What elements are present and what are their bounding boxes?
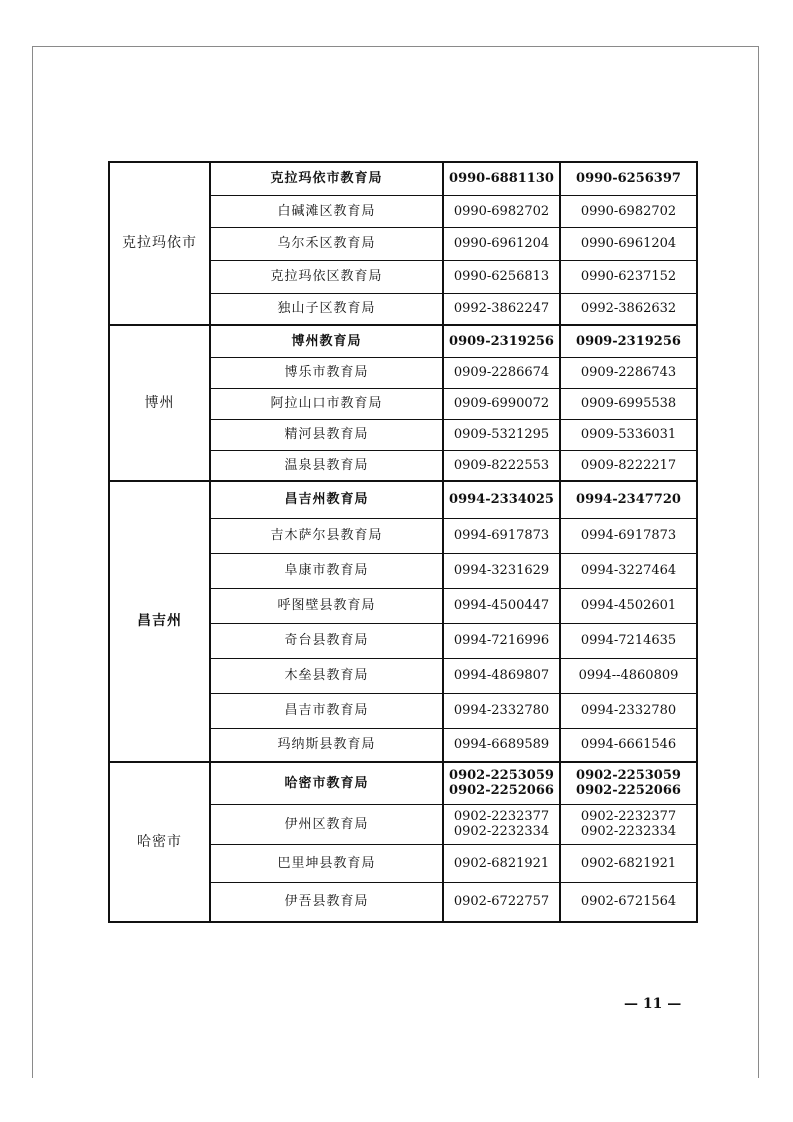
table-row [109, 762, 697, 804]
phone-number: 0902-2253059 [576, 768, 681, 784]
fax-phone-cell [560, 357, 697, 388]
phone-cell [443, 728, 560, 762]
phone-number: 0994-6917873 [580, 528, 677, 543]
bureau-name-cell: 博州教育局 [210, 325, 443, 357]
phone-cell [443, 693, 560, 728]
phone-number: 0994-3227464 [580, 563, 677, 578]
phone-number: 0994-7214635 [580, 633, 677, 648]
bureau-name-cell: 玛纳斯县教育局 [210, 728, 443, 762]
bureau-name-cell: 吉木萨尔县教育局 [210, 518, 443, 553]
phone-number: 0902-2253059 [449, 768, 554, 784]
phone-number: 0909-5336031 [580, 427, 677, 442]
fax-phone-cell [560, 388, 697, 419]
fax-phone-cell [560, 481, 697, 518]
phone-number: 0902-6821921 [453, 855, 550, 871]
phone-number: 0992-3862247 [453, 301, 550, 317]
phone-cell [443, 588, 560, 623]
phone-number: 0909-2286743 [580, 365, 677, 380]
phone-number: 0990-6961204 [453, 236, 550, 251]
phone-number: 0909-6990072 [453, 396, 550, 411]
phone-number: 0902-6821921 [580, 855, 677, 871]
phone-number: 0902-2232334 [453, 824, 550, 839]
phone-number: 0909-8222553 [453, 457, 550, 473]
bureau-name-cell: 阜康市教育局 [210, 553, 443, 588]
phone-number: 0990-6237152 [580, 269, 677, 284]
phone-cell [443, 658, 560, 693]
directory-table-body [109, 162, 697, 922]
bureau-name-cell: 伊吾县教育局 [210, 882, 443, 922]
table-row [109, 325, 697, 357]
fax-phone-cell [560, 553, 697, 588]
phone-number: 0994-4500447 [453, 598, 550, 613]
phone-cell [443, 553, 560, 588]
phone-cell [443, 357, 560, 388]
phone-number: 0990-6982702 [453, 203, 550, 219]
phone-cell [443, 419, 560, 450]
phone-number: 0994-2332780 [453, 703, 550, 718]
phone-cell [443, 844, 560, 882]
bureau-name-cell: 伊州区教育局 [210, 804, 443, 844]
fax-phone-cell [560, 419, 697, 450]
phone-cell [443, 882, 560, 922]
phone-cell [443, 388, 560, 419]
phone-cell [443, 195, 560, 227]
fax-phone-cell [560, 293, 697, 325]
phone-number: 0990-6256813 [453, 269, 550, 284]
bureau-name-cell: 乌尔禾区教育局 [210, 227, 443, 260]
bureau-name-cell: 阿拉山口市教育局 [210, 388, 443, 419]
phone-cell [443, 762, 560, 804]
bureau-name-cell: 木垒县教育局 [210, 658, 443, 693]
phone-cell [443, 481, 560, 518]
phone-number: 0994--4860809 [578, 668, 679, 683]
phone-number: 0990-6982702 [580, 203, 677, 219]
page-number: — 11 — [624, 996, 682, 1012]
bureau-name-cell: 独山子区教育局 [210, 293, 443, 325]
phone-cell [443, 325, 560, 357]
phone-number: 0992-3862632 [580, 301, 677, 317]
region-cell: 克拉玛依市 [109, 162, 210, 325]
bureau-name-cell: 呼图壁县教育局 [210, 588, 443, 623]
fax-phone-cell [560, 195, 697, 227]
phone-number: 0902-2232377 [453, 809, 550, 824]
phone-number: 0994-4869807 [453, 668, 550, 683]
fax-phone-cell [560, 588, 697, 623]
bureau-name-cell: 白碱滩区教育局 [210, 195, 443, 227]
phone-number: 0990-6256397 [576, 171, 681, 187]
fax-phone-cell [560, 325, 697, 357]
phone-number: 0909-2286674 [453, 365, 550, 380]
bureau-name-cell: 哈密市教育局 [210, 762, 443, 804]
fax-phone-cell [560, 658, 697, 693]
phone-number: 0994-6917873 [453, 528, 550, 543]
fax-phone-cell [560, 804, 697, 844]
phone-number: 0909-2319256 [449, 333, 554, 349]
bureau-name-cell: 克拉玛依区教育局 [210, 260, 443, 293]
table-row [109, 481, 697, 518]
phone-number: 0994-6689589 [453, 737, 550, 753]
phone-number: 0902-2232377 [580, 809, 677, 824]
fax-phone-cell [560, 260, 697, 293]
region-cell: 哈密市 [109, 762, 210, 922]
region-cell: 昌吉州 [109, 481, 210, 762]
fax-phone-cell [560, 623, 697, 658]
phone-cell [443, 293, 560, 325]
fax-phone-cell [560, 728, 697, 762]
phone-number: 0994-2332780 [580, 703, 677, 718]
fax-phone-cell [560, 693, 697, 728]
fax-phone-cell [560, 762, 697, 804]
phone-number: 0994-3231629 [453, 563, 550, 578]
phone-number: 0994-4502601 [580, 598, 677, 613]
bureau-name-cell: 精河县教育局 [210, 419, 443, 450]
phone-number: 0902-2252066 [576, 783, 681, 799]
phone-number: 0990-6881130 [449, 171, 554, 187]
phone-number: 0902-2252066 [449, 783, 554, 799]
phone-number: 0994-2347720 [576, 492, 681, 508]
phone-number: 0994-2334025 [449, 492, 554, 508]
phone-cell [443, 162, 560, 195]
bureau-name-cell: 昌吉市教育局 [210, 693, 443, 728]
phone-cell [443, 623, 560, 658]
phone-cell [443, 450, 560, 481]
bureau-name-cell: 奇台县教育局 [210, 623, 443, 658]
phone-number: 0994-7216996 [453, 633, 550, 648]
fax-phone-cell [560, 844, 697, 882]
phone-number: 0902-2232334 [580, 824, 677, 839]
fax-phone-cell [560, 162, 697, 195]
phone-cell [443, 518, 560, 553]
fax-phone-cell [560, 227, 697, 260]
fax-phone-cell [560, 882, 697, 922]
phone-cell [443, 227, 560, 260]
phone-number: 0909-2319256 [576, 333, 681, 349]
education-bureau-directory-table [108, 161, 698, 923]
fax-phone-cell [560, 450, 697, 481]
phone-cell [443, 260, 560, 293]
phone-number: 0909-5321295 [453, 427, 550, 442]
phone-number: 0990-6961204 [580, 236, 677, 251]
table-row [109, 162, 697, 195]
phone-number: 0994-6661546 [580, 737, 677, 753]
bureau-name-cell: 温泉县教育局 [210, 450, 443, 481]
phone-cell [443, 804, 560, 844]
bureau-name-cell: 昌吉州教育局 [210, 481, 443, 518]
phone-number: 0902-6722757 [453, 894, 550, 910]
region-cell: 博州 [109, 325, 210, 481]
bureau-name-cell: 克拉玛依市教育局 [210, 162, 443, 195]
phone-number: 0902-6721564 [580, 894, 677, 910]
bureau-name-cell: 巴里坤县教育局 [210, 844, 443, 882]
fax-phone-cell [560, 518, 697, 553]
phone-number: 0909-6995538 [580, 396, 677, 411]
bureau-name-cell: 博乐市教育局 [210, 357, 443, 388]
phone-number: 0909-8222217 [580, 457, 677, 473]
